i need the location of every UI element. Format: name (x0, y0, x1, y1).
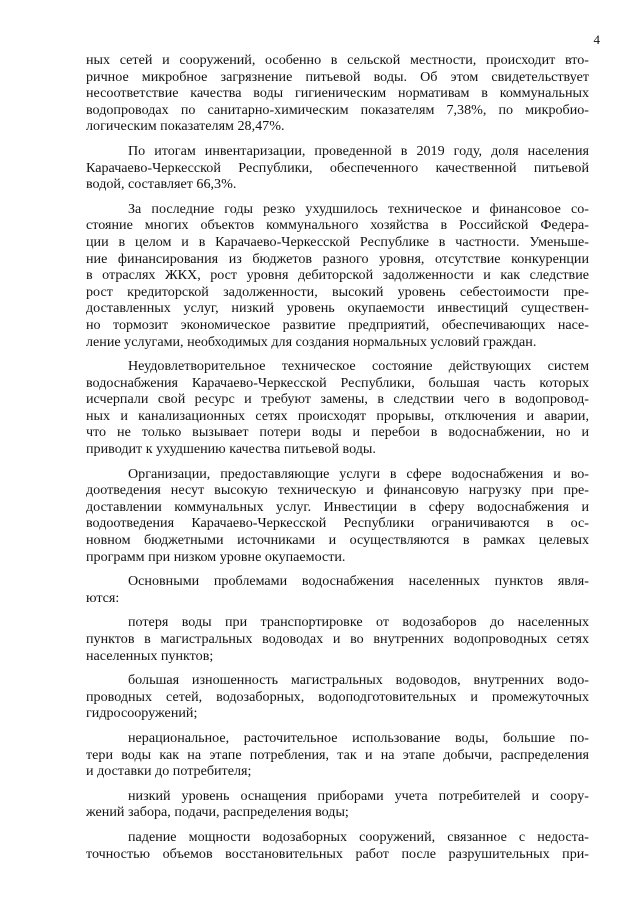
page-number: 4 (593, 32, 600, 47)
list-item (86, 672, 589, 722)
text-line: Организации, предоставляющие услуги в сфере водоснабжения и во- (128, 465, 589, 482)
text-line: нерациональное, расточительное использование воды, большие по- (128, 729, 589, 746)
text-line: населенных пунктов; (86, 647, 214, 664)
text-line: новном бюджетными источниками и осуществляются в рамках целевых (86, 532, 589, 549)
text-line: тери воды как на этапе потребления, так и на этапе добычи, распределения (86, 746, 589, 763)
text-line: водопроводах по санитарно-химическим показателям 7,38%, по микробио- (86, 101, 589, 118)
text-line: пунктов в магистральных водоводах и во внутренних водопроводных сетях (86, 631, 589, 647)
text-line: стояние многих объектов коммунального хозяйства в Российской Федера- (86, 217, 589, 234)
text-line: ных и канализационных сетях происходят прорывы, отключения и аварии, (86, 407, 589, 424)
text-line: приводит к ухудшению качества питьевой воды. (86, 441, 376, 458)
text-line: несоответствие качества воды гигиеническим нормативам в коммунальных (86, 85, 589, 102)
text-line: Карачаево-Черкесской Республики, обеспеченного качественной питьевой (86, 159, 589, 176)
list-item (86, 614, 589, 664)
text-line: доставленных услуг, низкий уровень окупаемости инвестиций существен- (86, 300, 589, 317)
body-text (86, 52, 589, 870)
text-line: водоснабжения Карачаево-Черкесской Республики, большая часть которых (86, 374, 589, 391)
text-line: По итогам инвентаризации, проведенной в 2019 году, доля населения (128, 142, 589, 159)
text-line: проводных сетей, водозаборных, водоподготовительных и промежуточных (86, 688, 589, 705)
list-item (86, 730, 589, 780)
text-line: ции в целом и в Карачаево-Черкесской Республике в частности. Уменьше- (86, 233, 589, 250)
text-line: ются: (86, 589, 120, 606)
text-line: большая изношенность магистральных водоводов, внутренних водо- (128, 672, 589, 689)
text-line: доставлении коммунальных услуг. Инвестиции в сферу водоснабжения и (86, 498, 589, 515)
text-line: точностью объемов восстановительных работ после разрушительных при- (86, 845, 589, 862)
paragraph (86, 466, 589, 566)
text-line: доотведения несут высокую техническую и финансовую нагрузку при пре- (86, 482, 589, 499)
text-line: Основными проблемами водоснабжения населенных пунктов явля- (128, 573, 589, 590)
text-line: жений забора, подачи, распределения воды; (86, 804, 349, 821)
text-line: ние финансирования из бюджетов разного уровня, отсутствие конкуренции (86, 250, 589, 267)
text-line: рост кредиторской задолженности, высокий уровень себестоимости пре- (86, 283, 589, 300)
text-line: в отраслях ЖКХ, рост уровня дебиторской задолженности и как следствие (86, 267, 589, 284)
text-line: Неудовлетворительное техническое состояние действующих систем (128, 358, 589, 375)
text-line: ричное микробное загрязнение питьевой воды. Об этом свидетельствует (86, 68, 589, 85)
text-line: потеря воды при транспортировке от водозаборов до населенных (128, 614, 589, 631)
text-line: что не только вызывает потери воды и перебои в водоснабжении, но и (86, 424, 589, 441)
text-line: водоотведения Карачаево-Черкесской Республики ограничиваются в ос- (86, 515, 589, 532)
text-line: падение мощности водозаборных сооружений, связанное с недоста- (128, 828, 589, 845)
text-line: программ при низком уровне окупаемости. (86, 548, 346, 565)
text-line: но тормозит экономическое развитие предприятий, обеспечивающих насе- (86, 316, 589, 333)
text-line: ление услугами, необходимых для создания нормальных условий граждан. (86, 333, 537, 350)
paragraph (86, 358, 589, 458)
text-line: логическим показателям 28,47%. (86, 118, 285, 135)
text-line: ных сетей и сооружений, особенно в сельской местности, происходит вто- (86, 52, 589, 68)
paragraph (86, 201, 589, 350)
text-line: За последние годы резко ухудшилось техническое и финансовое со- (128, 200, 589, 217)
paragraph (86, 573, 589, 606)
text-line: исчерпали свой ресурс и требуют замены, в следствии чего в водопровод- (86, 391, 589, 408)
text-line: гидросооружений; (86, 705, 198, 722)
text-line: низкий уровень оснащения приборами учета потребителей и соору- (128, 787, 589, 804)
list-item (86, 788, 589, 821)
text-line: водой, составляет 66,3%. (86, 176, 237, 193)
text-line: и доставки до потребителя; (86, 763, 252, 780)
paragraph (86, 143, 589, 193)
paragraph (86, 52, 589, 135)
list-item (86, 829, 589, 862)
